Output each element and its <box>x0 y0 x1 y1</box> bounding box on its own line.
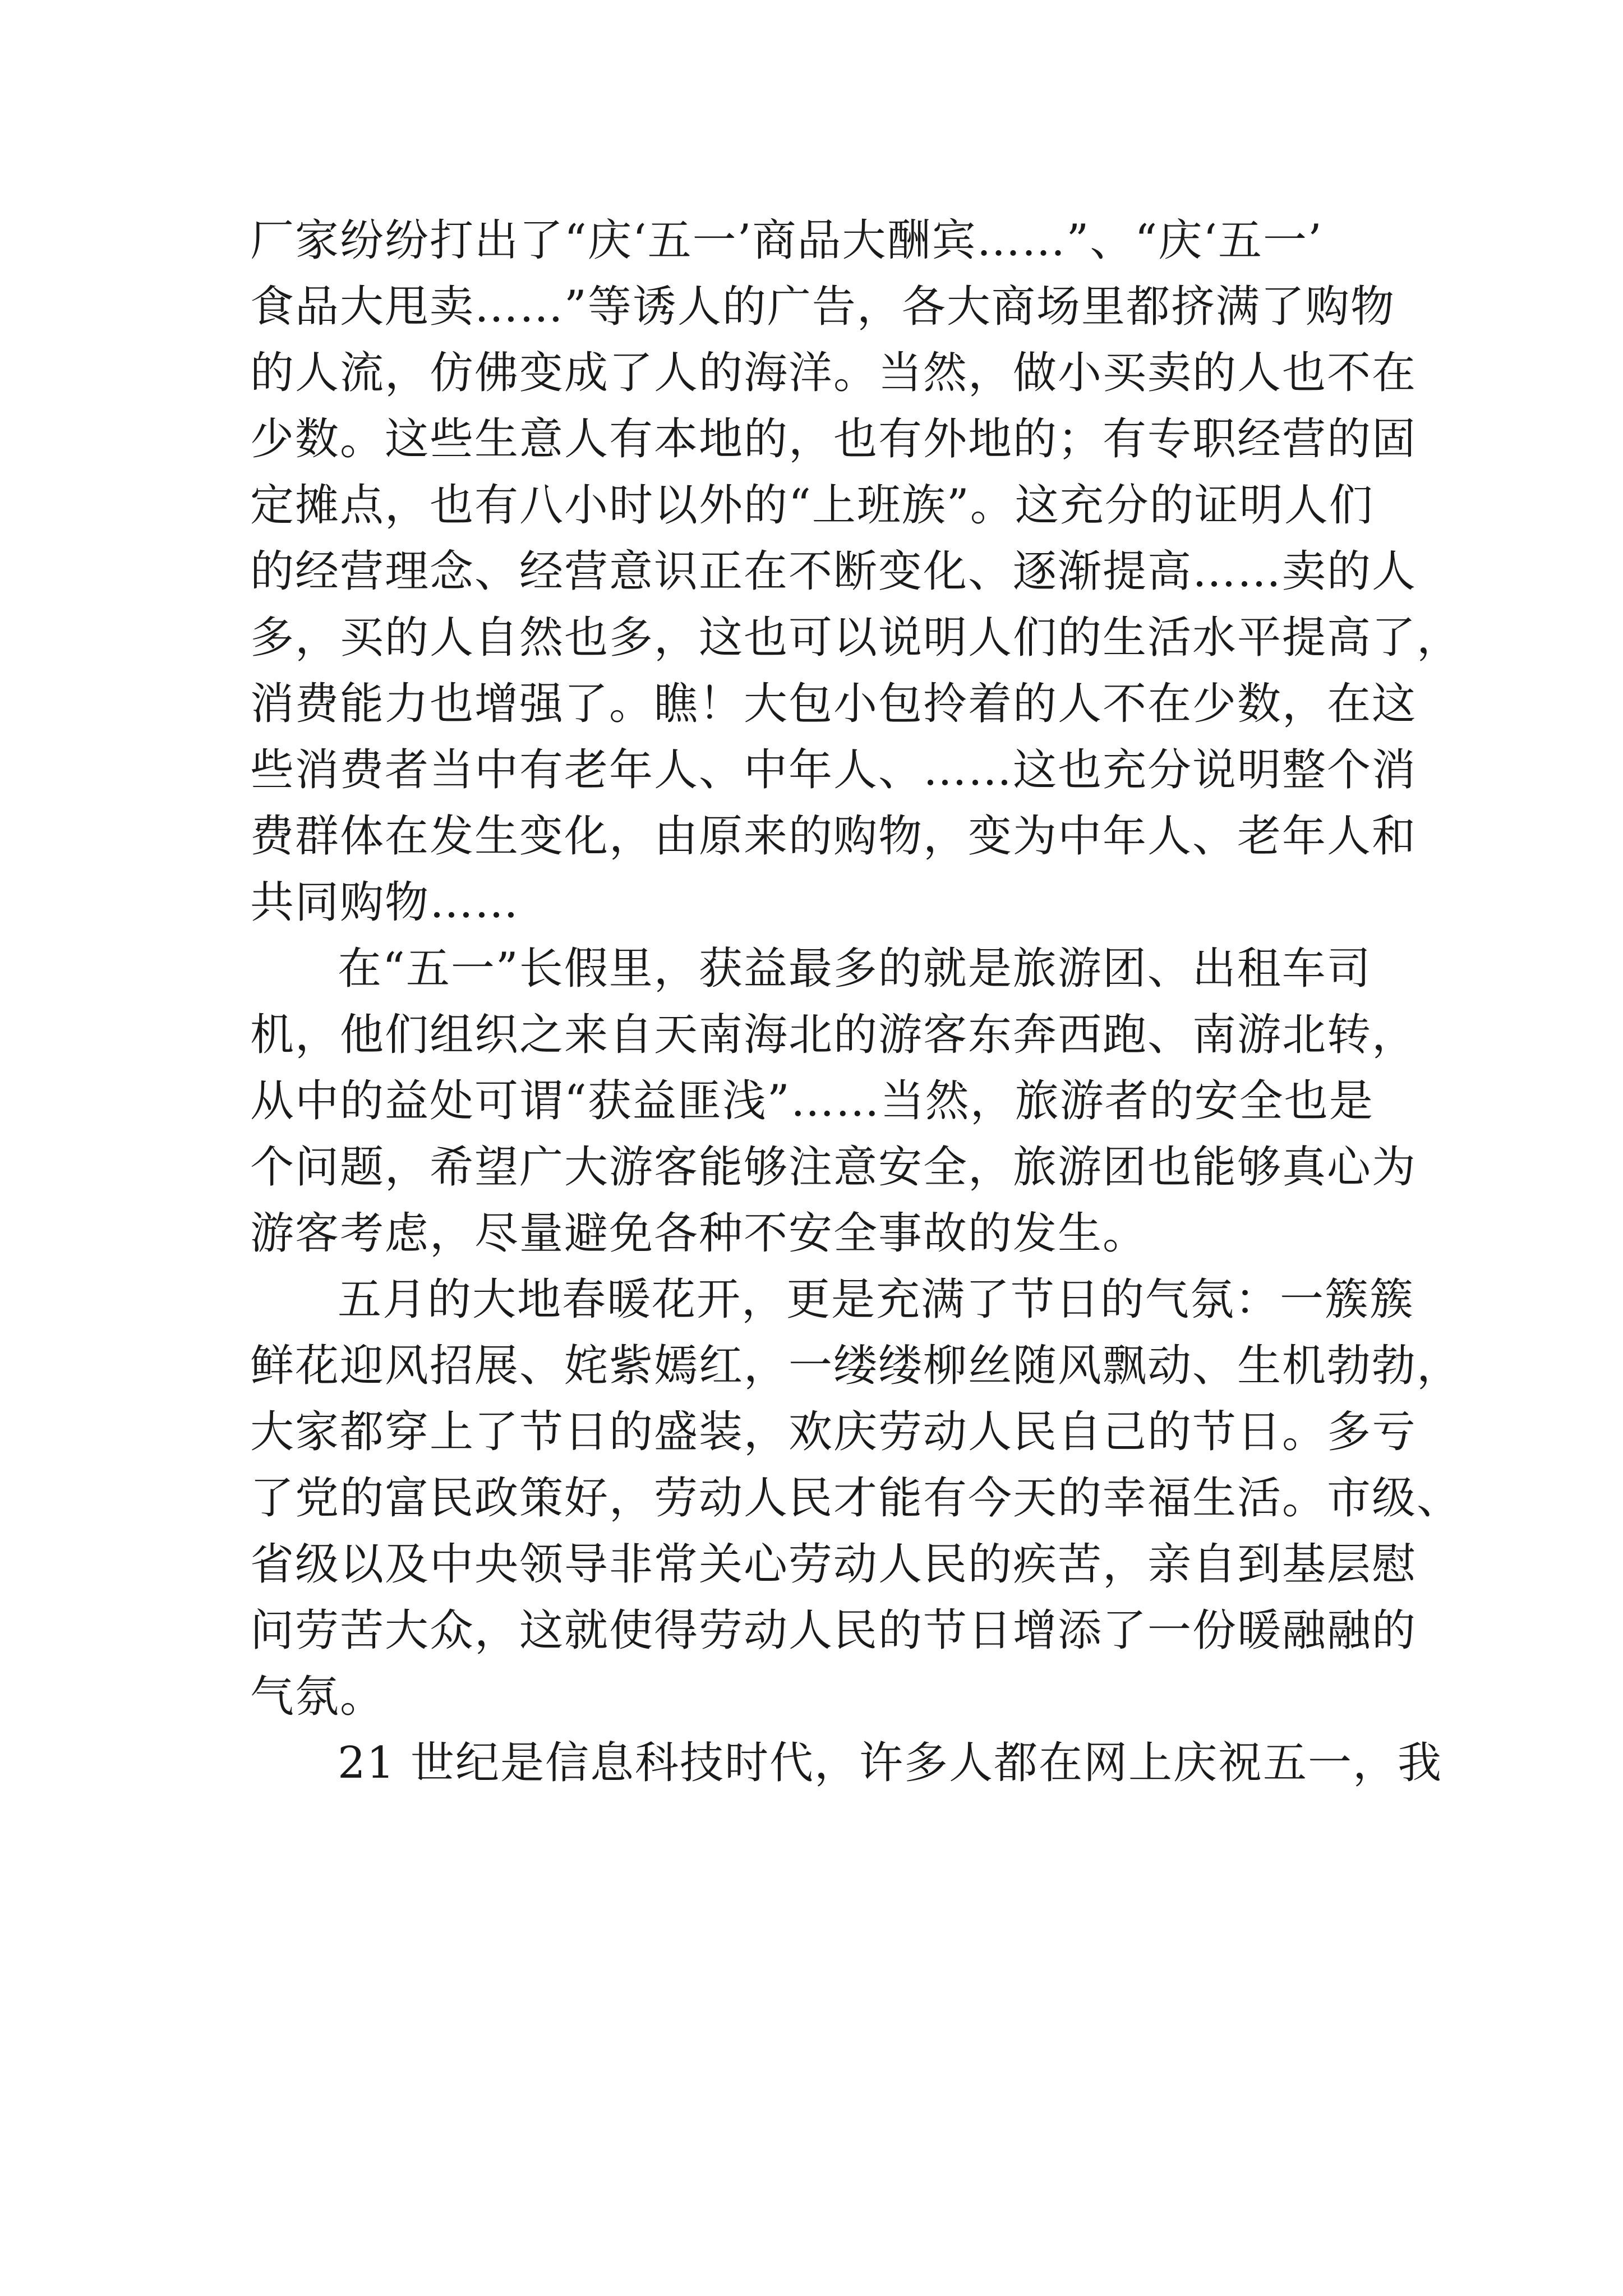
text-line: 少数。这些生意人有本地的，也有外地的；有专职经营的固 <box>250 414 1417 464</box>
text-line: 些消费者当中有老年人、中年人、……这也充分说明整个消 <box>250 745 1417 795</box>
text-line: 游客考虑，尽量避免各种不安全事故的发生。 <box>250 1208 1148 1259</box>
text-line: 机，他们组织之来自天南海北的游客东奔西跑、南游北转， <box>250 1010 1417 1060</box>
text-line: 共同购物…… <box>250 877 520 928</box>
paragraph-first-line: 21 世纪是信息科技时代，许多人都在网上庆祝五一，我 <box>338 1738 1443 1788</box>
text-line: 多，买的人自然也多，这也可以说明人们的生活水平提高了， <box>250 613 1462 663</box>
text-line: 从中的益处可谓“获益匪浅”……当然，旅游者的安全也是 <box>250 1076 1374 1126</box>
text-line: 的经营理念、经营意识正在不断变化、逐渐提高……卖的人 <box>250 546 1417 597</box>
text-line: 厂家纷纷打出了“庆‘五一’商品大酬宾……”、“庆‘五一’ <box>250 215 1323 266</box>
paragraph-first-line: 五月的大地春暖花开，更是充满了节日的气氛：一簇簇 <box>338 1274 1415 1325</box>
text-line: 鲜花迎风招展、姹紫嫣红，一缕缕柳丝随风飘动、生机勃勃， <box>250 1341 1462 1391</box>
text-line: 大家都穿上了节日的盛装，欢庆劳动人民自己的节日。多亏 <box>250 1407 1417 1457</box>
text-line: 的人流，仿佛变成了人的海洋。当然，做小买卖的人也不在 <box>250 348 1417 398</box>
text-line: 问劳苦大众，这就使得劳动人民的节日增添了一份暖融融的 <box>250 1605 1417 1656</box>
paragraph-first-line: 在“五一”长假里，获益最多的就是旅游团、出租车司 <box>338 944 1372 994</box>
text-line: 气氛。 <box>250 1672 385 1722</box>
text-line: 食品大甩卖……”等诱人的广告，各大商场里都挤满了购物 <box>250 282 1395 332</box>
text-line: 消费能力也增强了。瞧！大包小包拎着的人不在少数，在这 <box>250 679 1417 729</box>
text-line: 定摊点，也有八小时以外的“上班族”。这充分的证明人们 <box>250 480 1374 531</box>
text-line: 个问题，希望广大游客能够注意安全，旅游团也能够真心为 <box>250 1142 1417 1193</box>
text-line: 费群体在发生变化，由原来的购物，变为中年人、老年人和 <box>250 811 1417 862</box>
text-line: 省级以及中央领导非常关心劳动人民的疾苦，亲自到基层慰 <box>250 1539 1417 1590</box>
text-line: 了党的富民政策好，劳动人民才能有今天的幸福生活。市级、 <box>250 1473 1462 1524</box>
document-body <box>250 208 1462 1796</box>
